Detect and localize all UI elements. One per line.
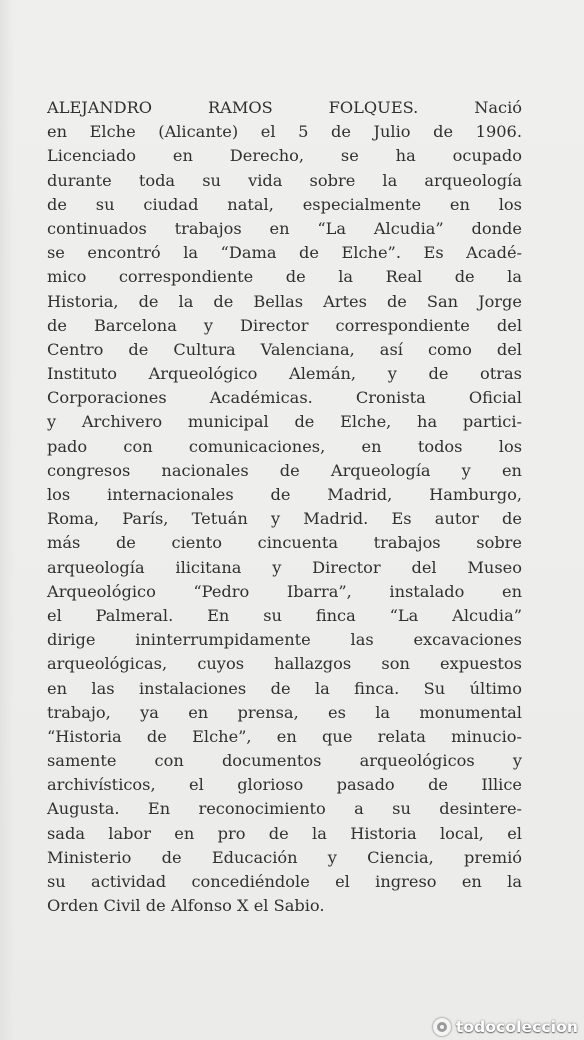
biography-line: arqueológicas, cuyos hallazgos son expuestos: [47, 654, 522, 674]
biography-line: Orden Civil de Alfonso X el Sabio.: [47, 896, 325, 916]
biography-line: Arqueológico “Pedro Ibarra”, instalado en: [47, 581, 522, 601]
biography-line: continuados trabajos en “La Alcudia” donde: [47, 218, 522, 238]
biography-line: se encontró la “Dama de Elche”. Es Acadé-: [47, 243, 522, 263]
biography-line: sada labor en pro de la Historia local, el: [47, 823, 522, 843]
watermark-text: todocoleccion: [455, 1018, 578, 1036]
biography-line: los internacionales de Madrid, Hamburgo,: [47, 485, 522, 504]
todocoleccion-logo-icon: [433, 1018, 451, 1036]
biography-line: más de ciento cincuenta trabajos sobre: [47, 533, 522, 553]
biography-line: en Elche (Alicante) el 5 de Julio de 1906.: [47, 122, 522, 142]
biography-line: congresos nacionales de Arqueología y en: [47, 460, 522, 480]
biography-line: Corporaciones Académicas. Cronista Oficial: [47, 388, 522, 408]
biography-line: de Barcelona y Director correspondiente del: [47, 315, 522, 335]
biography-line: dirige ininterrumpidamente las excavaciones: [47, 630, 522, 650]
biography-line: Instituto Arqueológico Alemán, y de otras: [47, 364, 522, 384]
biography-line: Licenciado en Derecho, se ha ocupado: [47, 146, 522, 166]
biography-line: mico correspondiente de la Real de la: [47, 267, 522, 287]
biography-line: Roma, París, Tetuán y Madrid. Es autor de: [47, 509, 522, 529]
biography-line: y Archivero municipal de Elche, ha partici-: [47, 412, 522, 432]
biography-line: Centro de Cultura Valenciana, así como del: [47, 339, 522, 359]
biography-line: Ministerio de Educación y Ciencia, premió: [47, 847, 522, 867]
biography-line: archivísticos, el glorioso pasado de Illice: [47, 775, 522, 795]
biography-line: su actividad concediéndole el ingreso en la: [47, 872, 522, 891]
biography-line: arqueología ilicitana y Director del Museo: [47, 557, 522, 577]
author-biography: [47, 96, 522, 918]
biography-line: durante toda su vida sobre la arqueología: [47, 170, 522, 190]
biography-line: “Historia de Elche”, en que relata minucio-: [47, 726, 522, 746]
biography-line: ALEJANDRO RAMOS FOLQUES. Nació: [47, 98, 522, 117]
biography-line: de su ciudad natal, especialmente en los: [47, 194, 522, 214]
watermark: [433, 1018, 578, 1036]
biography-line: pado con comunicaciones, en todos los: [47, 436, 522, 456]
page-edge-shadow: [0, 0, 14, 1040]
biography-line: el Palmeral. En su finca “La Alcudia”: [47, 605, 522, 625]
biography-line: samente con documentos arqueológicos y: [47, 751, 522, 771]
biography-line: Historia, de la de Bellas Artes de San Jorge: [47, 291, 522, 311]
biography-line: en las instalaciones de la finca. Su último: [47, 678, 522, 698]
biography-line: trabajo, ya en prensa, es la monumental: [47, 702, 522, 722]
biography-line: Augusta. En reconocimiento a su desintere-: [47, 799, 522, 819]
